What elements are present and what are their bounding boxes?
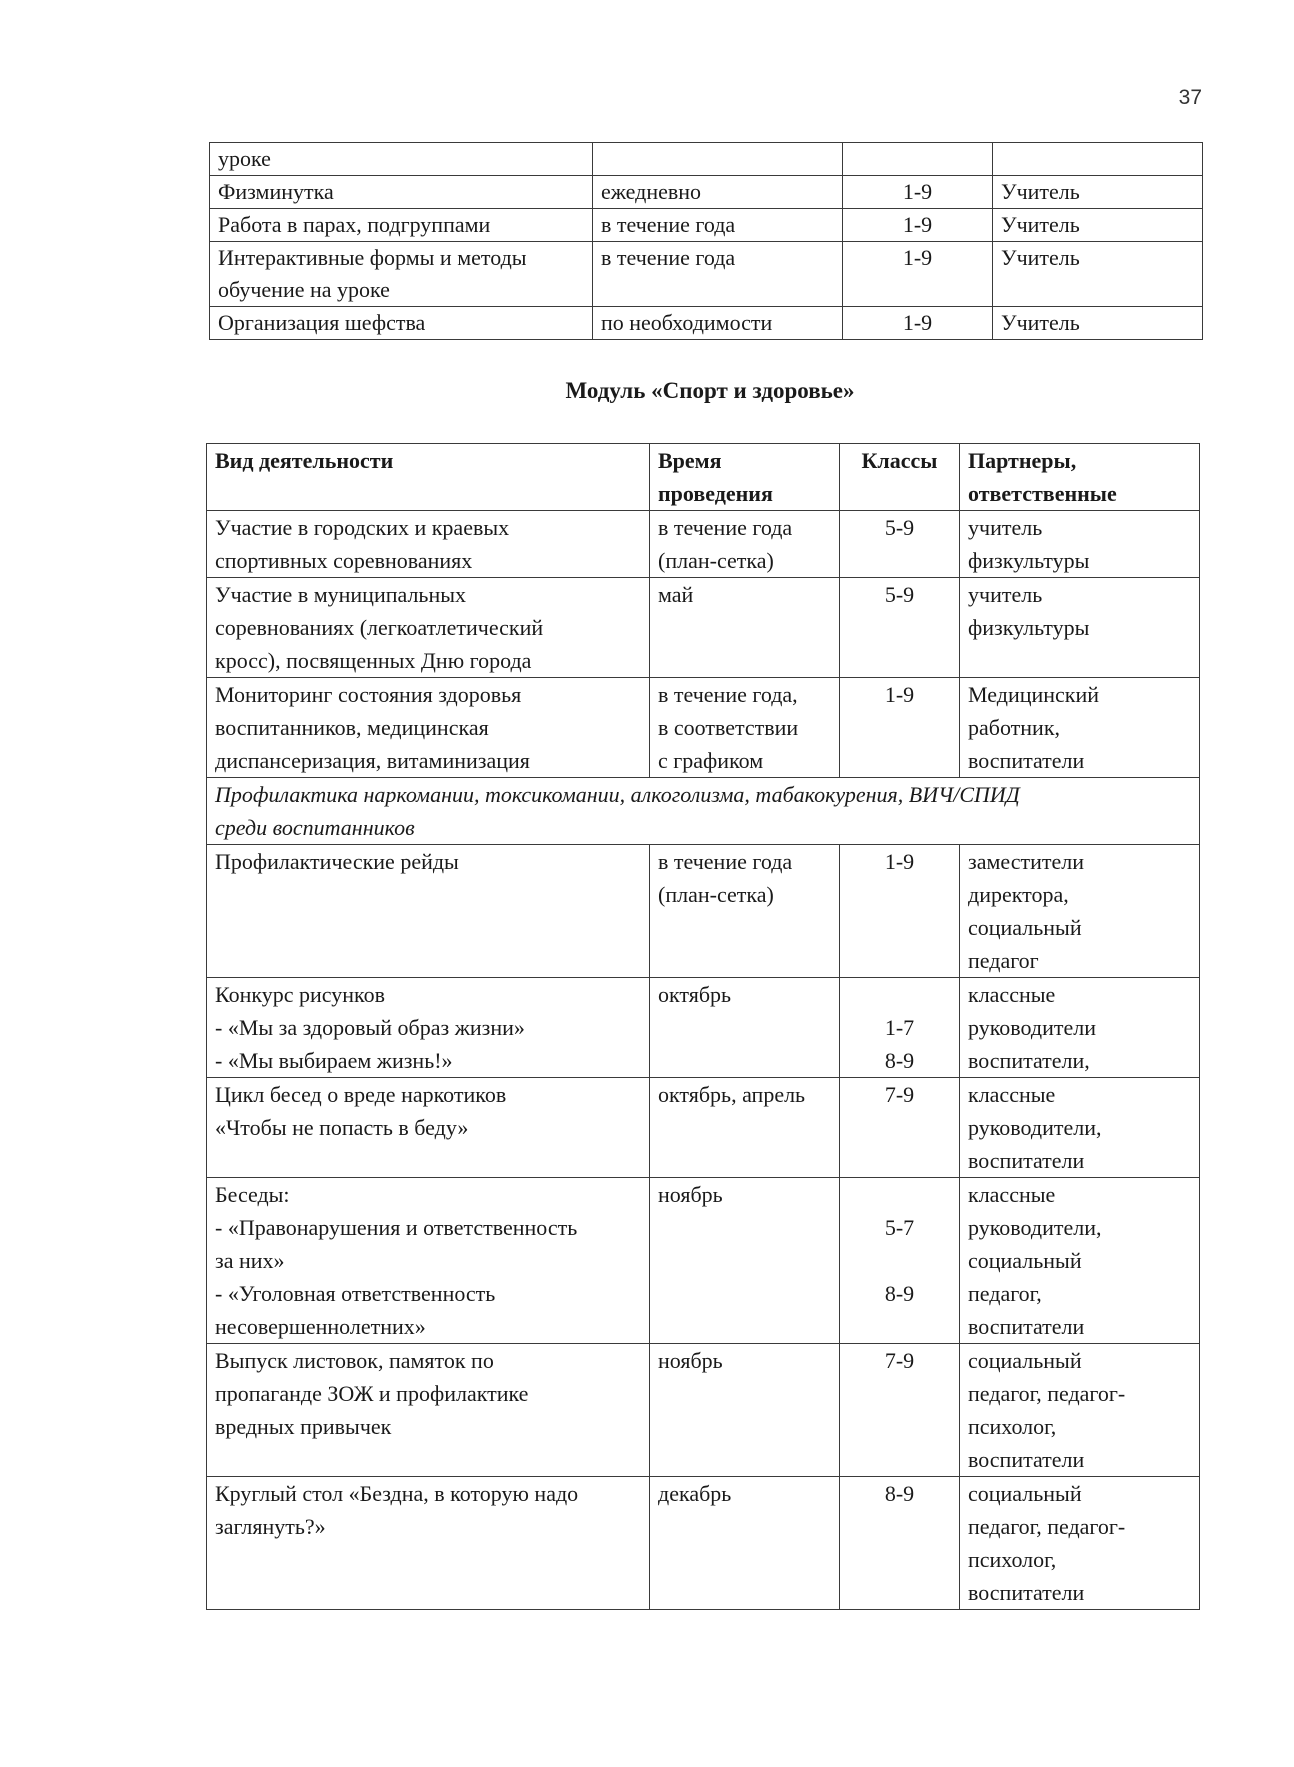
sport-health-table-header [207,444,1200,511]
time-text: в течение года [601,212,736,237]
responsible-text: социальный [968,1248,1082,1273]
header-classes [840,444,960,511]
responsible-text: социальный [968,1481,1082,1506]
cell-responsible [960,845,1200,978]
time-text: ежедневно [601,179,702,204]
activity-text: диспансеризация, витаминизация [215,748,530,773]
responsible-text: Учитель [1001,245,1080,270]
activity-text: Интерактивные формы и методы [218,245,527,270]
cell-responsible [993,176,1203,209]
cell-responsible [960,1078,1200,1178]
section-heading-cell [207,778,1200,845]
classes-text: 1-9 [902,310,933,335]
activity-text: соревнованиях (легкоатлетический [215,615,544,640]
table-row [207,845,1200,978]
responsible-text: социальный [968,1348,1082,1373]
cell-time [593,176,843,209]
cell-time [593,143,843,176]
classes-text: 7-9 [884,1082,915,1107]
responsible-text: психолог, [968,1414,1057,1439]
activity-text: Конкурс рисунков [215,982,385,1007]
table-row [210,307,1203,340]
activity-text: Круглый стол «Бездна, в которую надо [215,1481,579,1506]
cell-time [650,578,840,678]
cell-time [650,1477,840,1610]
table-row [210,209,1203,242]
responsible-text: воспитатели [968,748,1085,773]
module-title: Модуль «Спорт и здоровье» [565,378,855,403]
activity-text: несовершеннолетних» [215,1314,426,1339]
section-heading-line: Профилактика наркомании, токсикомании, алкоголизма, табакокурения, ВИЧ/СПИД [215,782,1020,807]
responsible-text: Медицинский [968,682,1100,707]
responsible-text: педагог, [968,1281,1042,1306]
responsible-text: учитель [968,515,1043,540]
header-activity [207,444,650,511]
classes-text: 8-9 [884,1481,915,1506]
cell-activity [207,511,650,578]
activity-text: Профилактические рейды [215,849,459,874]
time-text: (план-сетка) [658,882,774,907]
cell-classes [840,845,960,978]
cell-classes [840,678,960,778]
cell-classes [843,143,993,176]
cell-time [650,1178,840,1344]
responsible-text: воспитатели, [968,1048,1090,1073]
cell-classes [840,1344,960,1477]
time-text: октябрь, апрель [658,1082,806,1107]
classes-text: 5-9 [884,582,915,607]
cell-activity [207,978,650,1078]
time-text: (план-сетка) [658,548,774,573]
responsible-text: психолог, [968,1547,1057,1572]
header-text: Партнеры, [968,448,1077,473]
header-responsible [960,444,1200,511]
section-heading-line: среди воспитанников [215,815,415,840]
classes-text: 1-9 [884,682,915,707]
cell-activity [207,1344,650,1477]
classes-text: 1-7 [884,1015,915,1040]
responsible-text: воспитатели [968,1580,1085,1605]
responsible-text: педагог, педагог- [968,1381,1126,1406]
classes-text [848,978,951,1011]
activities-table-continued [209,142,1203,340]
activity-text: Мониторинг состояния здоровья [215,682,522,707]
activity-text: Работа в парах, подгруппами [218,212,491,237]
cell-time [593,242,843,307]
responsible-text: Учитель [1001,179,1080,204]
cell-classes [843,307,993,340]
activity-text: Выпуск листовок, памяток по [215,1348,494,1373]
time-text: с графиком [658,748,764,773]
responsible-text: воспитатели [968,1148,1085,1173]
responsible-text: учитель [968,582,1043,607]
cell-activity [207,845,650,978]
cell-time [650,1078,840,1178]
time-text: в течение года [658,849,793,874]
activity-text: обучение на уроке [218,277,390,302]
cell-classes [840,978,960,1078]
cell-classes [840,1178,960,1344]
responsible-text: руководители [968,1015,1096,1040]
responsible-text: Учитель [1001,310,1080,335]
classes-text: 5-7 [884,1215,915,1240]
responsible-text: педагог, педагог- [968,1514,1126,1539]
activity-text: Участие в городских и краевых [215,515,510,540]
time-text: октябрь [658,982,732,1007]
responsible-text: воспитатели [968,1447,1085,1472]
time-text: в соответствии [658,715,799,740]
activity-text: спортивных соревнованиях [215,548,473,573]
cell-classes [840,511,960,578]
table-row [207,1178,1200,1344]
header-text: Вид деятельности [215,448,394,473]
table-row [210,176,1203,209]
responsible-text: классные [968,1082,1056,1107]
activity-text: воспитанников, медицинская [215,715,489,740]
cell-responsible [960,1477,1200,1610]
cell-classes [840,578,960,678]
sport-health-table-body [207,511,1200,1610]
table-header-row [207,444,1200,511]
table-row [210,143,1203,176]
responsible-text: руководители, [968,1215,1102,1240]
responsible-text: руководители, [968,1115,1102,1140]
activity-text: заглянуть?» [215,1514,326,1539]
cell-classes [843,176,993,209]
cell-activity [207,678,650,778]
activity-text: вредных привычек [215,1414,392,1439]
classes-text: 8-9 [884,1048,915,1073]
header-time [650,444,840,511]
activity-text: Физминутка [218,179,334,204]
activity-text: «Чтобы не попасть в беду» [215,1115,469,1140]
activity-text: пропаганде ЗОЖ и профилактике [215,1381,529,1406]
responsible-text: педагог [968,948,1039,973]
activity-text: за них» [215,1248,285,1273]
page-number: 37 [1178,86,1202,109]
time-text: по необходимости [601,310,773,335]
cell-classes [840,1078,960,1178]
cell-activity [210,209,593,242]
header-text: проведения [658,481,773,506]
table-row [210,242,1203,307]
cell-activity [207,578,650,678]
activity-text: - «Мы за здоровый образ жизни» [215,1015,525,1040]
classes-text: 1-9 [902,179,933,204]
cell-time [650,845,840,978]
responsible-text: работник, [968,715,1061,740]
activity-text: уроке [218,146,271,171]
table-row [207,511,1200,578]
time-text: в течение года, [658,682,798,707]
responsible-text: классные [968,982,1056,1007]
cell-time [650,678,840,778]
cell-time [650,511,840,578]
responsible-text: классные [968,1182,1056,1207]
header-text: Время [658,448,722,473]
cell-responsible [960,978,1200,1078]
activities-table-body [210,143,1203,340]
table-row [207,578,1200,678]
responsible-text: физкультуры [968,615,1090,640]
cell-responsible [960,578,1200,678]
classes-text [848,1178,951,1211]
sport-health-table [206,443,1200,1610]
table-row [207,678,1200,778]
activity-text: - «Правонарушения и ответственность [215,1215,578,1240]
classes-text [848,1244,951,1277]
time-text: в течение года [658,515,793,540]
activity-text: Организация шефства [218,310,426,335]
activity-text: - «Уголовная ответственность [215,1281,496,1306]
cell-activity [207,1078,650,1178]
classes-text: 1-9 [884,849,915,874]
table-row [207,1477,1200,1610]
responsible-text: заместители [968,849,1084,874]
classes-text: 1-9 [902,245,933,270]
cell-time [593,307,843,340]
activity-text: Участие в муниципальных [215,582,467,607]
table-row [207,978,1200,1078]
activity-text: кросс), посвященных Дню города [215,648,532,673]
time-text: ноябрь [658,1348,723,1373]
responsible-text: директора, [968,882,1069,907]
cell-time [650,1344,840,1477]
responsible-text: Учитель [1001,212,1080,237]
cell-responsible [960,678,1200,778]
table-row [207,778,1200,845]
cell-classes [843,209,993,242]
responsible-text: физкультуры [968,548,1090,573]
time-text: декабрь [658,1481,732,1506]
cell-time [650,978,840,1078]
cell-time [593,209,843,242]
classes-text: 5-9 [884,515,915,540]
cell-activity [210,143,593,176]
activity-text: - «Мы выбираем жизнь!» [215,1048,453,1073]
cell-activity [210,242,593,307]
activity-text: Цикл бесед о вреде наркотиков [215,1082,507,1107]
header-text: Классы [861,448,938,473]
time-text: в течение года [601,245,736,270]
cell-activity [210,307,593,340]
cell-responsible [960,1344,1200,1477]
cell-responsible [993,307,1203,340]
cell-responsible [993,143,1203,176]
cell-classes [840,1477,960,1610]
cell-activity [210,176,593,209]
time-text: май [658,582,694,607]
cell-responsible [993,242,1203,307]
cell-responsible [993,209,1203,242]
classes-text: 7-9 [884,1348,915,1373]
header-text: ответственные [968,481,1117,506]
responsible-text: воспитатели [968,1314,1085,1339]
table-row [207,1344,1200,1477]
table-row [207,1078,1200,1178]
classes-text: 1-9 [902,212,933,237]
classes-text: 8-9 [884,1281,915,1306]
cell-activity [207,1178,650,1344]
cell-activity [207,1477,650,1610]
cell-responsible [960,1178,1200,1344]
cell-responsible [960,511,1200,578]
responsible-text: социальный [968,915,1082,940]
cell-classes [843,242,993,307]
time-text: ноябрь [658,1182,723,1207]
activity-text: Беседы: [215,1182,290,1207]
